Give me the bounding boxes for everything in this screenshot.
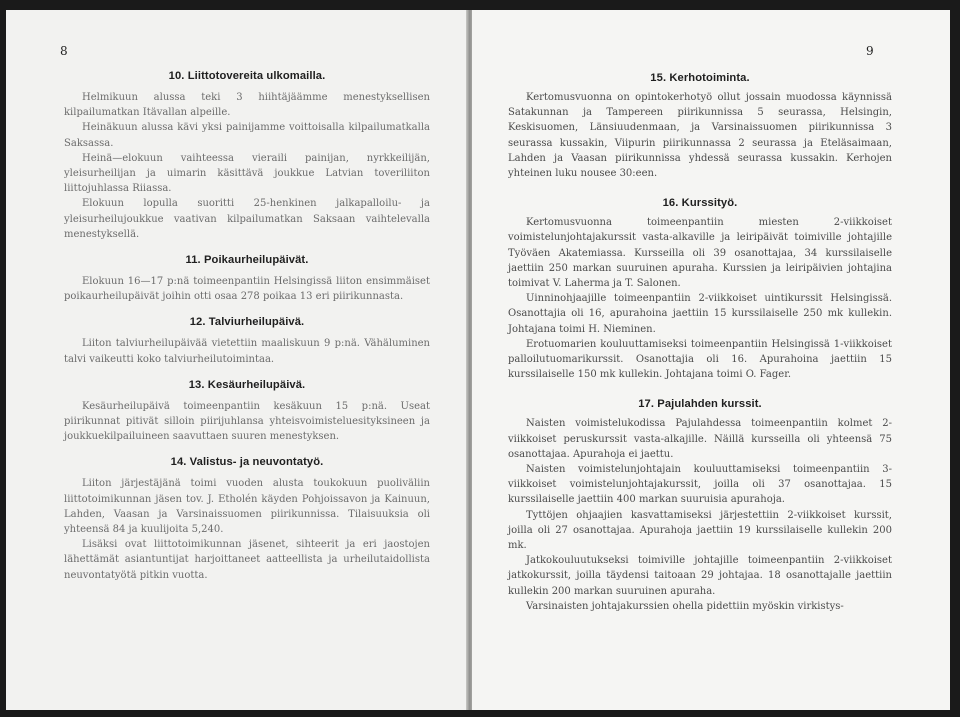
paragraph: Elokuun lopulla suoritti 25-henkinen jalkapalloilu- ja yleisurheilujoukkue vaativan kilpailumatkan Saksaan vaihtelevalla menestyksellä. xyxy=(64,198,430,240)
paragraph: Elokuun 16—17 p:nä toimeenpantiin Helsingissä liiton ensimmäiset poikaurheilupäivät joihin otti osaa 278 poikaa 13 eri piirikunnasta. xyxy=(64,276,430,303)
section-heading: 16. Kurssityö. xyxy=(662,197,738,210)
section-heading: 10. Liittotovereita ulkomailla. xyxy=(168,70,326,82)
page-number-left: 8 xyxy=(60,44,68,58)
paragraph: Kesäurheilupäivä toimeenpantiin kesäkuun 15 p:nä. Useat piirikunnat pitivät silloin piirijuhlansa yhteisvoimisteluesityksineen ja joukkuekilpailuineen saavuttaen suuren menestyksen. xyxy=(64,400,430,443)
paragraph: Jatkokouluutukseksi toimiville johtajille toimeenpantiin 2-viikkoiset jatkokurssit, joilla täydensi taitoaan 29 johtajaa. 18 osanottajalle jaettiin kullekin 200 markan suuruinen apuraha. xyxy=(508,555,892,597)
section-heading: 14. Valistus- ja neuvontatyö. xyxy=(170,456,324,469)
paragraph: Lisäksi ovat liittotoimikunnan jäsenet, sihteerit ja eri jaostojen lähettämät asiantuntijat harjoittaneet aatteellista ja urheilutaidollista neuvontatyötä pitkin vuotta. xyxy=(64,539,430,581)
paragraph: Erotuomarien kouluuttamiseksi toimeenpantiin Helsingissä 1-viikkoiset palloilutuomarikurssit. Osanottajia oli 16. Apurahoina jaettiin 15 kurssilaiselle 150 mk kullekin. Johtajana toimi O. Fager. xyxy=(508,338,892,381)
paragraph: Kertomusvuonna toimeenpantiin miesten 2-viikkoiset voimistelunjohtajakurssit vasta-alkaville ja leiripäivät toimiville johtajille Työväen Akatemiassa. Kursseilla oli 39 osanottajaa, 34 kurssilaiselle jaettiin 250 markan suuruinen apuraha. Kurssien ja leiripäivien johtajina toimivat V. Laherma ja T. Salonen. xyxy=(508,217,892,290)
paragraph: Heinäkuun alussa kävi yksi painijamme voittoisalla kilpailumatkalla Saksassa. xyxy=(64,122,430,149)
paragraph: Tyttöjen ohjaajien kasvattamiseksi järjestettiin 2-viikkoiset kurssit, joilla oli 27 osanottajaa. Apurahoja jaettiin 19 kurssilaiselle kullekin 200 mk. xyxy=(508,509,892,552)
paragraph: Kertomusvuonna on opintokerhotyö ollut jossain muodossa käynnissä Satakunnan ja Tampereen piirikunnissa 5 seurassa, Helsingin, Keskisuomen, Länsiuudenmaan, ja Varsinaissuomen piirikunnissa 3 seurassa kussakin, Viipurin piirikunnassa 2 seurassa ja Eteläsaimaan, Lahden ja Vaasan piirikunnissa yhdessä seurassa kussakin. Kerhojen yhteinen luku nousee 30:een. xyxy=(508,92,892,180)
section-10 xyxy=(64,70,430,242)
section-heading: 11. Poikaurheilupäivät. xyxy=(185,254,309,267)
paragraph: Liiton järjestäjänä toimi vuoden alusta toukokuun puoliväliin liittotoimikunnan jäsen tov. J. Etholén käyden Pohjoissavon ja Kainuun, Lahden, Vaasan ja Varsinaissuomen piirikunnissa. Tilaisuuksia oli yhteensä 84 ja kuulijoita 5,240. xyxy=(64,478,430,536)
section-11 xyxy=(64,254,430,304)
section-17 xyxy=(508,398,892,614)
section-heading: 12. Talviurheilupäivä. xyxy=(189,316,305,329)
section-heading: 13. Kesäurheilupäivä. xyxy=(188,378,306,391)
paragraph: Liiton talviurheilupäivää vietettiin maaliskuun 9 p:nä. Vähäluminen talvi vaikeutti koko talviurheilutoimintaa. xyxy=(64,338,430,365)
page-number-right: 9 xyxy=(866,44,874,58)
section-13 xyxy=(64,379,430,445)
section-heading: 17. Pajulahden kurssit. xyxy=(638,398,762,411)
paragraph: Naisten voimistelukodissa Pajulahdessa toimeenpantiin kolmet 2-viikkoiset peruskurssit vasta-alkajille. Näillä kursseilla oli yhteensä 75 osanottajaa. Apurahoja ei jaettu. xyxy=(508,418,892,460)
paragraph: Helmikuun alussa teki 3 hiihtäjäämme menestyksellisen kilpailumatkan Itävallan alpeille. xyxy=(64,92,430,119)
right-page xyxy=(472,10,950,710)
section-heading: 15. Kerhotoiminta. xyxy=(650,72,750,84)
section-15 xyxy=(508,72,892,181)
left-page xyxy=(6,10,468,710)
section-16 xyxy=(508,197,892,382)
paragraph: Varsinaisten johtajakurssien ohella pidettiin myöskin virkistys- xyxy=(526,600,844,612)
paragraph: Naisten voimistelunjohtajain kouluuttamiseksi toimeenpantiin 3-viikkoiset voimistelunjohtajakurssit, joilla oli 37 osanottajaa. 15 kurssilaiselle jaettiin 400 markan suuruisia apurahoja. xyxy=(508,464,892,506)
paragraph: Uinninohjaajille toimeenpantiin 2-viikkoiset uintikurssit Helsingissä. Osanottajia oli 16, apurahoina jaettiin 15 kurssilaiselle 250 mk kullekin. Johtajana toimi H. Nieminen. xyxy=(508,293,892,335)
section-14 xyxy=(64,456,430,582)
paragraph: Heinä—elokuun vaihteessa vieraili painijan, nyrkkeilijän, yleisurheilijan ja uimarin käsittävä joukkue Latvian toveriliiton liittojuhlassa Riiassa. xyxy=(64,152,430,195)
left-column xyxy=(64,70,430,583)
right-column xyxy=(508,70,892,614)
section-12 xyxy=(64,316,430,366)
